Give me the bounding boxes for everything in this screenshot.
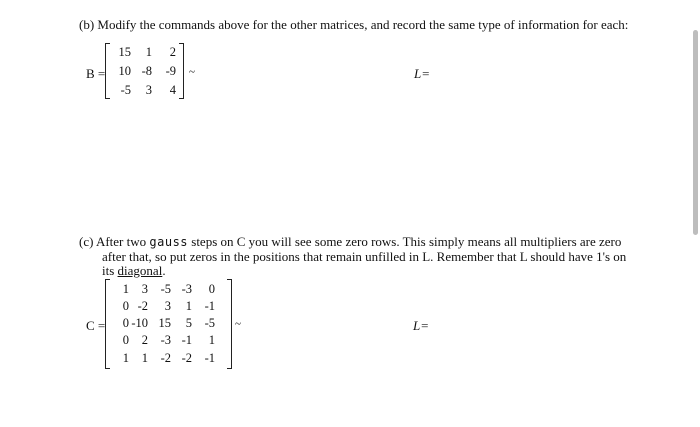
matrix-c-tilde: ~: [235, 318, 241, 330]
matrix-c-cell: -1: [204, 299, 215, 313]
matrix-b-right-bracket: [179, 43, 184, 99]
part-c-line-3: its diagonal.: [102, 263, 166, 278]
matrix-c-cell: 1: [208, 333, 215, 347]
matrix-c-cell: -10: [131, 316, 148, 330]
part-c-l-label: L=: [413, 318, 430, 333]
matrix-c-cell: 0: [122, 316, 129, 330]
part-c-paragraph: [79, 235, 639, 279]
matrix-c-cell: 3: [164, 299, 171, 313]
matrix-b-cell: -8: [141, 64, 152, 78]
part-b-prompt: (b) Modify the commands above for the other matrices, and record the same type of information for each:: [79, 17, 629, 32]
matrix-b-tilde: ~: [189, 66, 195, 78]
matrix-c-cell: 1: [122, 351, 129, 365]
matrix-c-cell: -5: [160, 282, 171, 296]
matrix-c-cell: -1: [181, 333, 192, 347]
matrix-b-cell: 4: [169, 83, 176, 97]
matrix-c-label: C =: [86, 318, 106, 333]
part-c-line-1: (c) After two gauss steps on C you will see some zero rows. This simply means all multipliers are zero: [79, 234, 622, 249]
matrix-c-cell: 0: [122, 299, 129, 313]
matrix-c-cell: -3: [181, 282, 192, 296]
matrix-b-cell: 10: [118, 64, 131, 78]
matrix-c-cell: 15: [158, 316, 171, 330]
matrix-c-cell: -2: [137, 299, 148, 313]
matrix-c-cell: -5: [204, 316, 215, 330]
matrix-c: [105, 279, 232, 369]
matrix-b-cell: 1: [145, 45, 152, 59]
part-c-line-2: after that, so put zeros in the positions that remain unfilled in L. Remember that L should have 1's on: [102, 248, 627, 264]
matrix-b-cell: 3: [145, 83, 152, 97]
vertical-scrollbar[interactable]: [693, 30, 698, 235]
matrix-c-cell: 1: [185, 299, 192, 313]
matrix-c-cell: -2: [181, 351, 192, 365]
matrix-c-cell: 0: [208, 282, 215, 296]
matrix-b: [105, 43, 184, 99]
matrix-b-cell: -5: [120, 83, 131, 97]
matrix-b-cell: 15: [118, 45, 131, 59]
matrix-c-cell: 0: [122, 333, 129, 347]
matrix-b-cell: -9: [165, 64, 176, 78]
matrix-c-cell: -3: [160, 333, 171, 347]
matrix-c-cell: -1: [204, 351, 215, 365]
matrix-c-cell: -2: [160, 351, 171, 365]
matrix-c-cell: 5: [185, 316, 192, 330]
matrix-b-label: B =: [86, 66, 106, 81]
matrix-b-cell: 2: [169, 45, 176, 59]
diagonal-link[interactable]: diagonal: [117, 263, 163, 278]
matrix-c-cell: 1: [122, 282, 129, 296]
matrix-c-cell: 1: [141, 351, 148, 365]
matrix-c-cell: 2: [141, 333, 148, 347]
matrix-c-cell: 3: [141, 282, 148, 296]
matrix-c-right-bracket: [227, 279, 232, 369]
part-b-l-label: L=: [414, 66, 431, 81]
